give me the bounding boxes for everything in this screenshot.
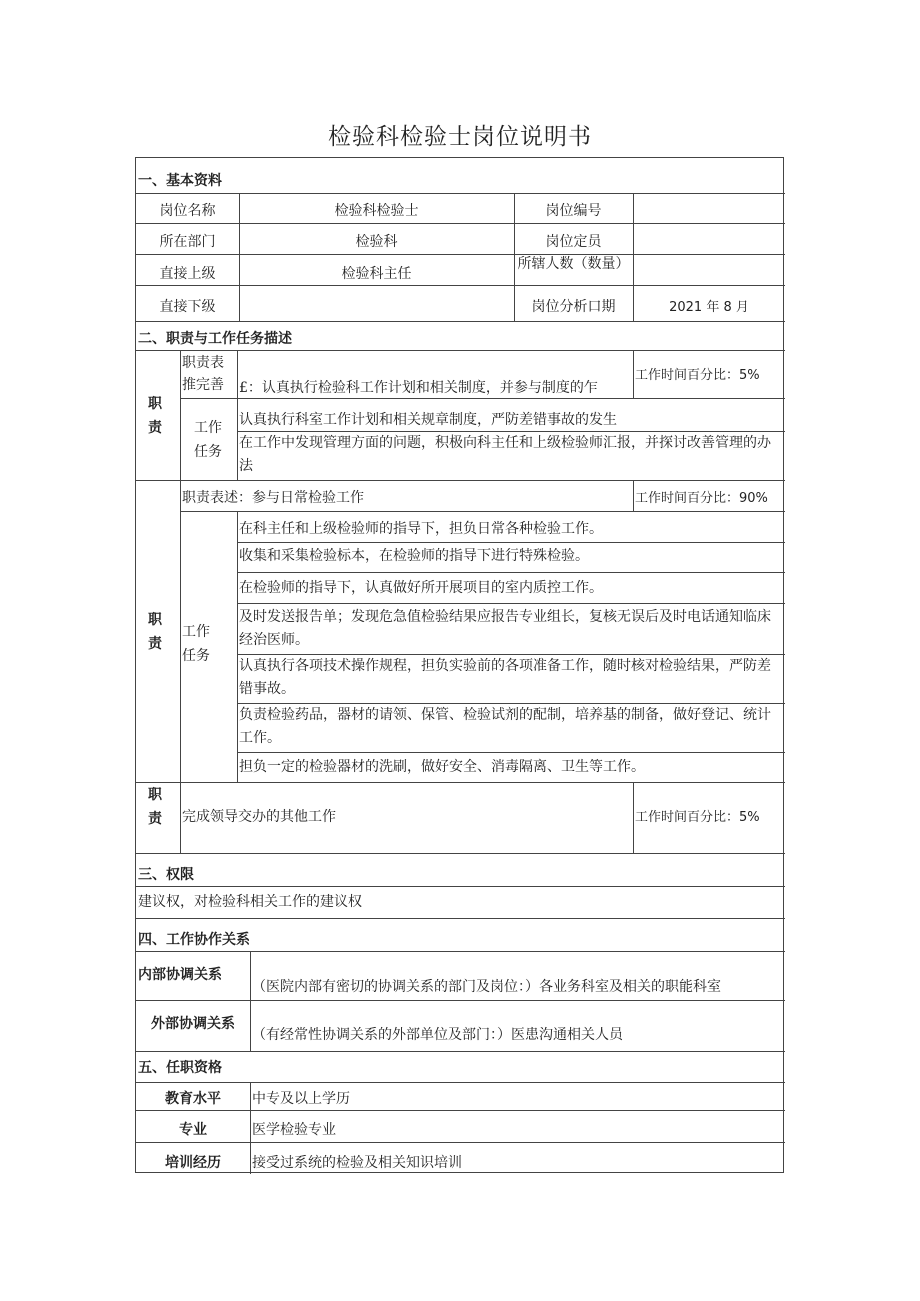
task-1-1: 认真执行科室工作计划和相关规章制度，严防差错事故的发生: [239, 412, 617, 428]
education-label: 教育水平: [165, 1091, 221, 1107]
grid-line: [633, 480, 634, 511]
authority-text: 建议权，对检验科相关工作的建议权: [138, 894, 362, 910]
grid-line: [136, 321, 785, 322]
grid-line: [250, 951, 251, 1051]
grid-line: [237, 603, 785, 604]
section-heading-collaboration: 四、工作协作关系: [138, 932, 250, 948]
duty-desc-label-1: 职责表推完善: [182, 355, 224, 393]
field-value-analysis-date: 2021 年 8 月: [669, 300, 749, 315]
grid-line: [136, 918, 785, 919]
duty-desc-1: £：认真执行检验科工作计划和相关制度，并参与制度的乍: [239, 380, 598, 396]
section-heading-authority: 三、权限: [138, 867, 194, 883]
duty-label-1: 职责: [148, 396, 162, 436]
duty-pct-2: 工作时间百分比：90%: [635, 491, 768, 506]
task-2-1: 在科主任和上级检验师的指导下，担负日常各种检验工作。: [239, 521, 603, 537]
task-label-2: 工作任务: [182, 624, 210, 664]
grid-line: [136, 480, 785, 481]
field-label-job-name: 岗位名称: [159, 203, 216, 219]
external-coordination-text: （有经常性协调关系的外部单位及部门：）医患沟通相关人员: [252, 1027, 623, 1043]
document-title: 检验科检验士岗位说明书: [328, 124, 592, 150]
duty-pct-3: 工作时间百分比：5%: [635, 810, 760, 825]
grid-line: [136, 782, 785, 783]
field-label-headcount: 岗位定员: [545, 234, 602, 250]
grid-line: [136, 853, 785, 854]
section-heading-basic-info: 一、基本资料: [138, 173, 222, 189]
duty-label-3: 职责: [148, 787, 162, 827]
grid-line: [136, 254, 785, 255]
grid-line: [180, 511, 785, 512]
task-label-1: 工作任务: [194, 420, 222, 460]
section-heading-duties: 二、职责与工作任务描述: [138, 331, 292, 347]
major-value: 医学检验专业: [252, 1122, 336, 1138]
field-label-supervisor: 直接上级: [159, 266, 216, 282]
grid-line: [136, 886, 785, 887]
grid-line: [136, 193, 785, 194]
grid-line: [136, 1051, 785, 1052]
grid-line: [136, 1000, 785, 1001]
field-label-analysis-date: 岗位分析口期: [531, 299, 616, 315]
task-2-4: 及时发送报告单；发现危急值检验结果应报告专业组长，复核无误后及时电话通知临床经治医师。: [239, 609, 771, 648]
field-label-job-number: 岗位编号: [545, 203, 602, 219]
duty-label-2: 职责: [148, 612, 162, 652]
field-label-subordinate-count-clip: [514, 255, 633, 284]
grid-line: [136, 1082, 785, 1083]
section-heading-qualifications: 五、任职资格: [138, 1060, 222, 1076]
education-value: 中专及以上学历: [252, 1091, 350, 1107]
grid-line: [633, 350, 634, 398]
grid-line: [136, 1142, 785, 1143]
job-description-table: [135, 157, 784, 1173]
field-label-subordinate: 直接下级: [159, 299, 216, 315]
internal-coordination-text: （医院内部有密切的协调关系的部门及岗位：）各业务科室及相关的职能科室: [252, 979, 721, 995]
grid-line: [250, 1082, 251, 1174]
grid-line: [237, 752, 785, 753]
task-2-3: 在检验师的指导下，认真做好所开展项目的室内质控工作。: [239, 580, 603, 596]
task-1-2: 在工作中发现管理方面的问题，积极向科主任和上级检验师汇报，并探讨改善管理的办法: [239, 435, 771, 474]
field-value-job-name: 检验科检验士: [334, 203, 419, 219]
grid-line: [237, 511, 238, 782]
grid-line: [136, 223, 785, 224]
training-label: 培训经历: [165, 1155, 221, 1171]
grid-line: [180, 350, 181, 853]
field-value-supervisor: 检验科主任: [341, 266, 412, 282]
task-2-5: 认真执行各项技术操作规程，担负实验前的各项准备工作，随时核对检验结果，严防差错事故。: [239, 658, 771, 697]
task-2-2: 收集和采集检验标本，在检验师的指导下进行特殊检验。: [239, 548, 589, 564]
training-value: 接受过系统的检验及相关知识培训: [252, 1155, 462, 1171]
duty-desc-2: 职责表述：参与日常检验工作: [182, 490, 364, 506]
major-label: 专业: [179, 1122, 207, 1138]
grid-line: [237, 350, 238, 480]
field-label-department: 所在部门: [159, 234, 216, 250]
task-2-6: 负责检验药品，器材的请领、保管、检验试剂的配制，培养基的制备，做好登记、统计工作。: [239, 707, 771, 746]
grid-line: [237, 572, 785, 573]
task-2-7: 担负一定的检验器材的洗刷，做好安全、消毒隔离、卫生等工作。: [239, 759, 645, 775]
duty-pct-1: 工作时间百分比：5%: [635, 368, 760, 383]
field-value-department: 检验科: [355, 234, 398, 250]
grid-line: [633, 782, 634, 853]
grid-line: [237, 542, 785, 543]
duty-desc-3: 完成领导交办的其他工作: [182, 809, 336, 825]
internal-coordination-label: 内部协调关系: [138, 967, 222, 983]
external-coordination-label: 外部协调关系: [151, 1016, 235, 1032]
field-label-subordinate-count: 所辖人数（数量）: [517, 256, 630, 272]
